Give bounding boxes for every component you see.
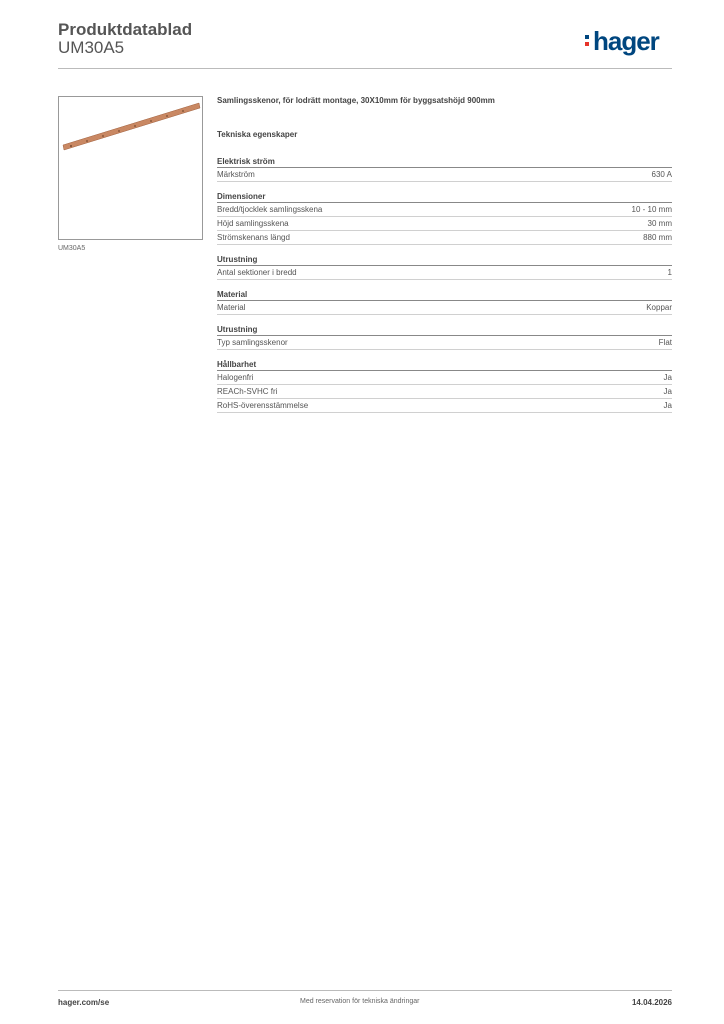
property-label: Strömskenans längd xyxy=(217,233,290,242)
product-description: Samlingsskenor, för lodrätt montage, 30X10mm för byggsatshöjd 900mm xyxy=(217,96,495,105)
property-value: Koppar xyxy=(646,303,672,312)
property-row xyxy=(217,336,672,350)
property-label: Märkström xyxy=(217,170,255,179)
property-section xyxy=(217,254,672,280)
section-title: Utrustning xyxy=(217,324,672,336)
property-value: Flat xyxy=(658,338,672,347)
property-value: Ja xyxy=(663,387,672,396)
header-divider xyxy=(58,68,672,69)
footer-website[interactable]: hager.com/se xyxy=(58,998,110,1007)
logo-dots-icon xyxy=(585,35,589,49)
property-value: 630 A xyxy=(651,170,672,179)
property-row xyxy=(217,168,672,182)
property-section xyxy=(217,359,672,413)
property-section xyxy=(217,191,672,245)
property-row xyxy=(217,301,672,315)
property-value: 880 mm xyxy=(643,233,672,242)
property-value: 10 - 10 mm xyxy=(631,205,672,214)
product-code: UM30A5 xyxy=(58,38,125,57)
product-details xyxy=(217,96,672,422)
footer-disclaimer: Med reservation för tekniska ändringar xyxy=(300,998,420,1005)
section-title: Elektrisk ström xyxy=(217,156,672,168)
property-row xyxy=(217,371,672,385)
property-label: RoHS-överensstämmelse xyxy=(217,401,309,410)
property-value: 30 mm xyxy=(647,219,672,228)
property-value: Ja xyxy=(663,373,672,382)
property-label: Halogenfri xyxy=(217,373,254,382)
property-row xyxy=(217,385,672,399)
property-row xyxy=(217,266,672,280)
section-title: Utrustning xyxy=(217,254,672,266)
property-value: Ja xyxy=(663,401,672,410)
property-label: Antal sektioner i bredd xyxy=(217,268,297,277)
property-sections xyxy=(217,156,672,413)
footer-divider xyxy=(58,990,672,991)
logo-text: hager xyxy=(593,26,659,56)
page-title: Produktdatablad xyxy=(58,20,193,39)
brand-logo xyxy=(593,26,659,57)
property-label: REACh-SVHC fri xyxy=(217,387,278,396)
property-section xyxy=(217,324,672,350)
property-row xyxy=(217,231,672,245)
property-label: Typ samlingsskenor xyxy=(217,338,288,347)
property-row xyxy=(217,203,672,217)
property-value: 1 xyxy=(667,268,672,277)
property-row xyxy=(217,217,672,231)
section-title: Dimensioner xyxy=(217,191,672,203)
property-section xyxy=(217,289,672,315)
section-title: Hållbarhet xyxy=(217,359,672,371)
property-label: Höjd samlingsskena xyxy=(217,219,289,228)
busbar-image xyxy=(59,97,202,239)
property-section xyxy=(217,156,672,182)
property-label: Material xyxy=(217,303,246,312)
section-title: Material xyxy=(217,289,672,301)
product-image xyxy=(58,96,203,240)
property-row xyxy=(217,399,672,413)
property-label: Bredd/tjocklek samlingsskena xyxy=(217,205,323,214)
image-caption: UM30A5 xyxy=(58,245,86,252)
properties-title: Tekniska egenskaper xyxy=(217,130,298,139)
footer-date: 14.04.2026 xyxy=(631,998,672,1007)
